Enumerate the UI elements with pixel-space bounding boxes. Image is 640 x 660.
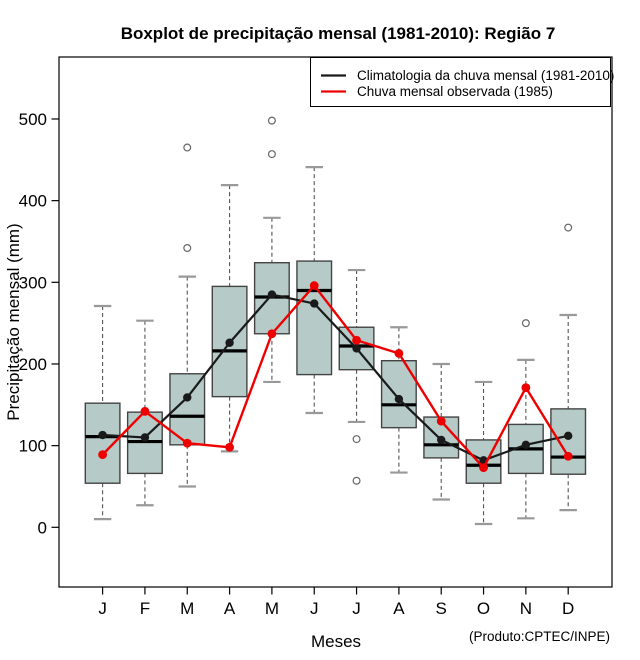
observed-point	[183, 439, 192, 448]
outlier-point	[269, 151, 276, 158]
box-iqr	[551, 409, 586, 474]
outlier-point	[522, 320, 529, 327]
y-axis-title: Precipitação mensal (mm)	[4, 223, 23, 421]
x-tick-label: J	[98, 599, 107, 618]
observed-point	[310, 281, 319, 290]
observed-point	[225, 443, 234, 452]
outlier-point	[353, 477, 360, 484]
outlier-point	[184, 245, 191, 252]
y-tick-label: 200	[18, 354, 47, 374]
y-tick-label: 500	[18, 109, 47, 129]
x-tick-label: A	[393, 599, 405, 618]
y-tick-label: 300	[18, 273, 47, 293]
climatology-point	[395, 395, 403, 403]
y-tick-label: 100	[18, 436, 47, 456]
y-tick-label: 400	[18, 191, 47, 211]
climatology-point	[225, 339, 233, 347]
climatology-point	[268, 290, 276, 298]
climatology-point	[98, 431, 106, 439]
observed-point	[98, 450, 107, 459]
x-tick-label: F	[139, 599, 151, 618]
observed-point	[437, 417, 446, 426]
x-tick-label: S	[435, 599, 447, 618]
chart-title: Boxplot de precipitação mensal (1981-2010): Região 7	[120, 24, 556, 43]
x-tick-label: N	[519, 599, 533, 618]
climatology-point	[352, 344, 360, 352]
outlier-point	[269, 117, 276, 124]
y-tick-label: 0	[37, 518, 47, 538]
climatology-point	[564, 432, 572, 440]
x-tick-label: O	[476, 599, 491, 618]
x-tick-label: J	[352, 599, 361, 618]
climatology-point	[183, 393, 191, 401]
x-axis-title: Meses	[310, 632, 362, 651]
climatology-point	[437, 436, 445, 444]
climatology-point	[522, 441, 530, 449]
observed-point	[564, 452, 573, 461]
observed-point	[141, 407, 150, 416]
plot-area	[18, 57, 615, 618]
climatology-point	[141, 433, 149, 441]
observed-point	[268, 329, 277, 338]
observed-point	[394, 349, 403, 358]
legend	[311, 58, 615, 107]
outlier-point	[353, 436, 360, 443]
observed-point	[521, 383, 530, 392]
climatology-point	[310, 299, 318, 307]
x-tick-label: M	[264, 599, 279, 618]
x-tick-label: J	[309, 599, 319, 618]
outlier-point	[565, 224, 572, 231]
observed-point	[479, 463, 488, 472]
observed-point	[352, 336, 361, 345]
outlier-point	[184, 144, 191, 151]
x-tick-label: M	[180, 599, 195, 618]
x-tick-label: A	[223, 599, 236, 618]
source-caption: (Produto:CPTEC/INPE)	[468, 629, 610, 644]
x-tick-label: D	[562, 599, 575, 618]
legend-label-observed: Chuva mensal observada (1985)	[357, 84, 553, 99]
legend-label-climatology: Climatologia da chuva mensal (1981-2010)	[357, 68, 615, 83]
